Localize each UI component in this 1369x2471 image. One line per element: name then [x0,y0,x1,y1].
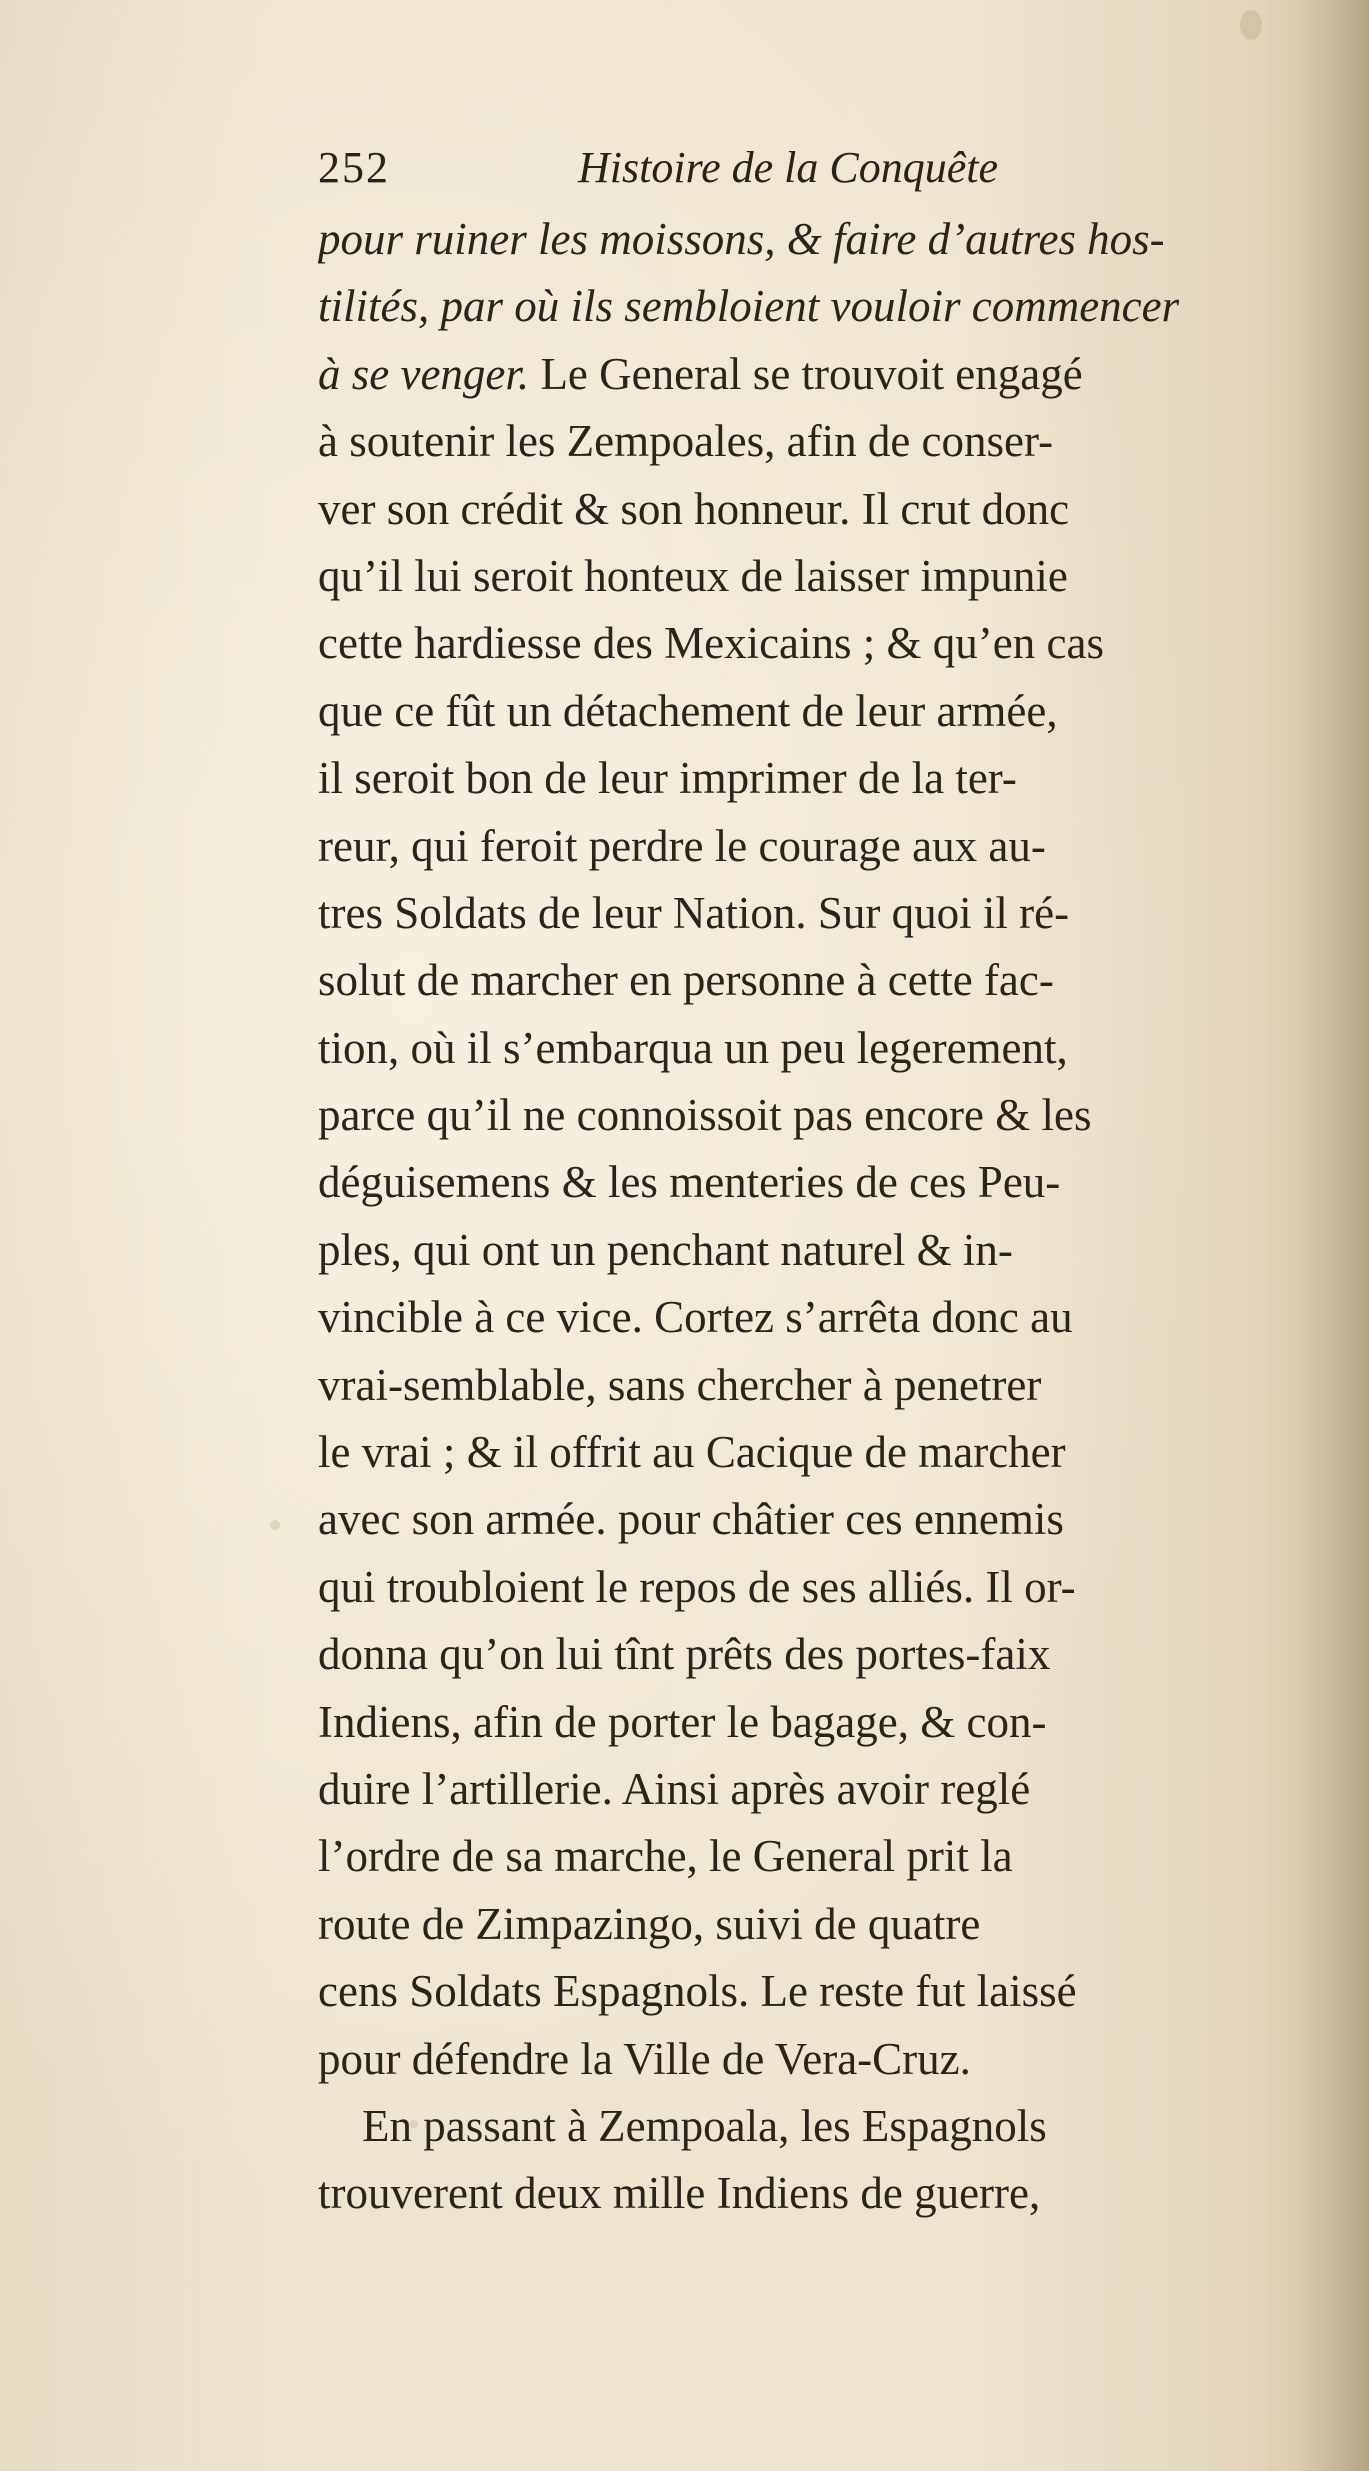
paper-stain [270,1520,280,1530]
text-line: tion, où il s’embarqua un peu legerement, [318,1022,1068,1073]
text-line: à soutenir les Zempoales, afin de conser- [318,416,1054,467]
text-line: donna qu’on lui tînt prêts des portes-faix [318,1629,1051,1680]
text-line: que ce fût un détachement de leur armée, [318,685,1058,736]
text-line: solut de marcher en personne à cette fac- [318,955,1054,1006]
text-line [318,341,1358,408]
text-line: qui troubloient le repos de ses alliés. Il or- [318,1561,1076,1612]
text-line: parce qu’il ne connoissoit pas encore & les [318,1090,1092,1141]
text-line: cette hardiesse des Mexicains ; & qu’en cas [318,618,1104,669]
text-line: ples, qui ont un penchant naturel & in- [318,1224,1013,1275]
text-line: déguisemens & les menteries de ces Peu- [318,1157,1061,1208]
text-line: tres Soldats de leur Nation. Sur quoi il ré- [318,887,1070,938]
text-line: il seroit bon de leur imprimer de la ter- [318,753,1017,804]
text-line: ver son crédit & son honneur. Il crut donc [318,483,1070,534]
text-line: trouverent deux mille Indiens de guerre, [318,2168,1041,2219]
running-title: Histoire de la Conquête [578,143,998,192]
text-line: vincible à ce vice. Cortez s’arrêta donc au [318,1292,1073,1343]
text-line: l’ordre de sa marche, le General prit la [318,1831,1013,1882]
text-line: avec son armée. pour châtier ces ennemis [318,1494,1064,1545]
italic-segment: à se venger. [318,348,530,399]
text-line: duire l’artillerie. Ainsi après avoir reglé [318,1763,1031,1814]
text-line: route de Zimpazingo, suivi de quatre [318,1898,981,1949]
text-line: le vrai ; & il offrit au Cacique de marcher [318,1427,1066,1478]
text-line: pour défendre la Ville de Vera-Cruz. [318,2033,971,2084]
body-text [318,206,1358,2228]
text-line: qu’il lui seroit honteux de laisser impunie [318,550,1068,601]
paper-stain [1240,10,1262,40]
text-line: tilités, par où ils sembloient vouloir commencer [318,281,1180,332]
page-number: 252 [318,143,390,192]
text-line: reur, qui feroit perdre le courage aux au- [318,820,1046,871]
text-line: cens Soldats Espagnols. Le reste fut laissé [318,1966,1077,2017]
text-line: vrai-semblable, sans chercher à penetrer [318,1359,1042,1410]
text-line: pour ruiner les moissons, & faire d’autres hos- [318,214,1165,264]
text-line: En passant à Zempoala, les Espagnols [362,2100,1047,2151]
text-line: Indiens, afin de porter le bagage, & con- [318,1696,1047,1747]
roman-segment: Le General se trouvoit engagé [529,348,1083,399]
